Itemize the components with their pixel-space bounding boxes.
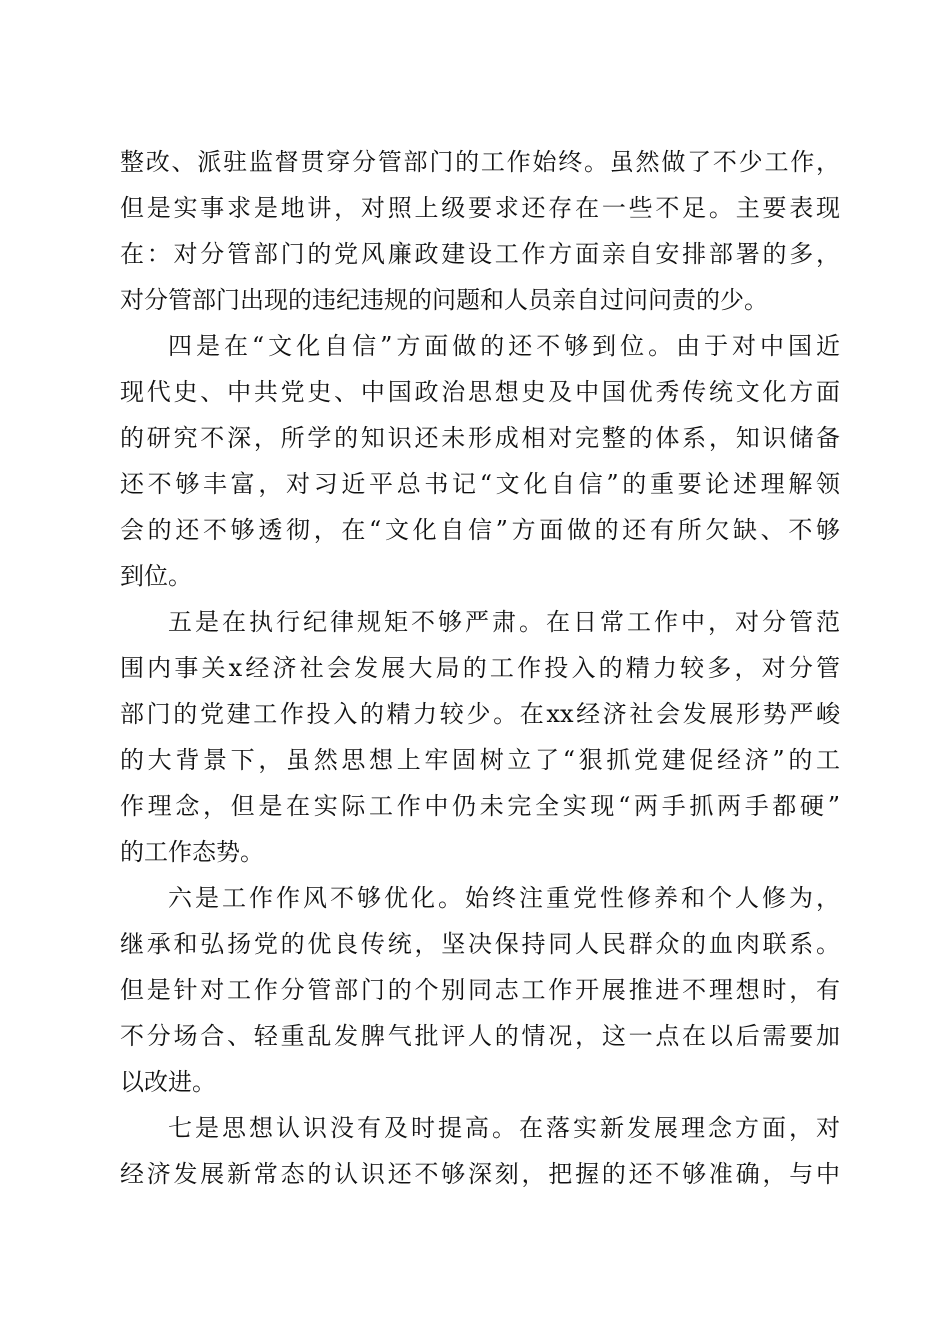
paragraph-point-seven (120, 1105, 840, 1197)
text-line: 七是思想认识没有及时提高。在落实新发展理念方面，对 (168, 1114, 840, 1142)
text-line: 六是工作作风不够优化。始终注重党性修养和个人修为， (168, 884, 840, 912)
paragraph-continuation (120, 139, 840, 323)
text-line: 以改进。 (120, 1068, 216, 1096)
text-line: 的工作态势。 (120, 838, 264, 866)
text-line: 到位。 (120, 562, 192, 590)
text-line: 不分场合、轻重乱发脾气批评人的情况，这一点在以后需要加 (120, 1022, 840, 1050)
text-line: 的研究不深，所学的知识还未形成相对完整的体系，知识储备 (120, 424, 840, 452)
text-line: 现代史、中共党史、中国政治思想史及中国优秀传统文化方面 (120, 378, 840, 406)
text-line: 对分管部门出现的违纪违规的问题和人员亲自过问问责的少。 (120, 286, 768, 314)
text-line: 在：对分管部门的党风廉政建设工作方面亲自安排部署的多， (120, 240, 840, 268)
text-line: 继承和弘扬党的优良传统，坚决保持同人民群众的血肉联系。 (120, 930, 840, 958)
text-line: 作理念，但是在实际工作中仍未完全实现“两手抓两手都硬” (120, 792, 840, 820)
text-line: 的大背景下，虽然思想上牢固树立了“狠抓党建促经济”的工 (120, 746, 840, 774)
text-line: 会的还不够透彻，在“文化自信”方面做的还有所欠缺、不够 (120, 516, 840, 544)
text-line: 但是实事求是地讲，对照上级要求还存在一些不足。主要表现 (120, 194, 840, 222)
paragraph-point-five (120, 599, 840, 875)
text-line: 还不够丰富，对习近平总书记“文化自信”的重要论述理解领 (120, 470, 840, 498)
paragraph-point-six (120, 875, 840, 1105)
text-line: 围内事关x经济社会发展大局的工作投入的精力较多，对分管 (120, 654, 840, 682)
paragraph-point-four (120, 323, 840, 599)
document-body (120, 139, 840, 1197)
text-line: 四是在“文化自信”方面做的还不够到位。由于对中国近 (168, 332, 840, 360)
text-line: 经济发展新常态的认识还不够深刻，把握的还不够准确，与中 (120, 1160, 840, 1188)
text-line: 部门的党建工作投入的精力较少。在xx经济社会发展形势严峻 (120, 700, 840, 728)
text-line: 但是针对工作分管部门的个别同志工作开展推进不理想时，有 (120, 976, 840, 1004)
text-line: 整改、派驻监督贯穿分管部门的工作始终。虽然做了不少工作， (120, 148, 840, 176)
text-line: 五是在执行纪律规矩不够严肃。在日常工作中，对分管范 (168, 608, 840, 636)
